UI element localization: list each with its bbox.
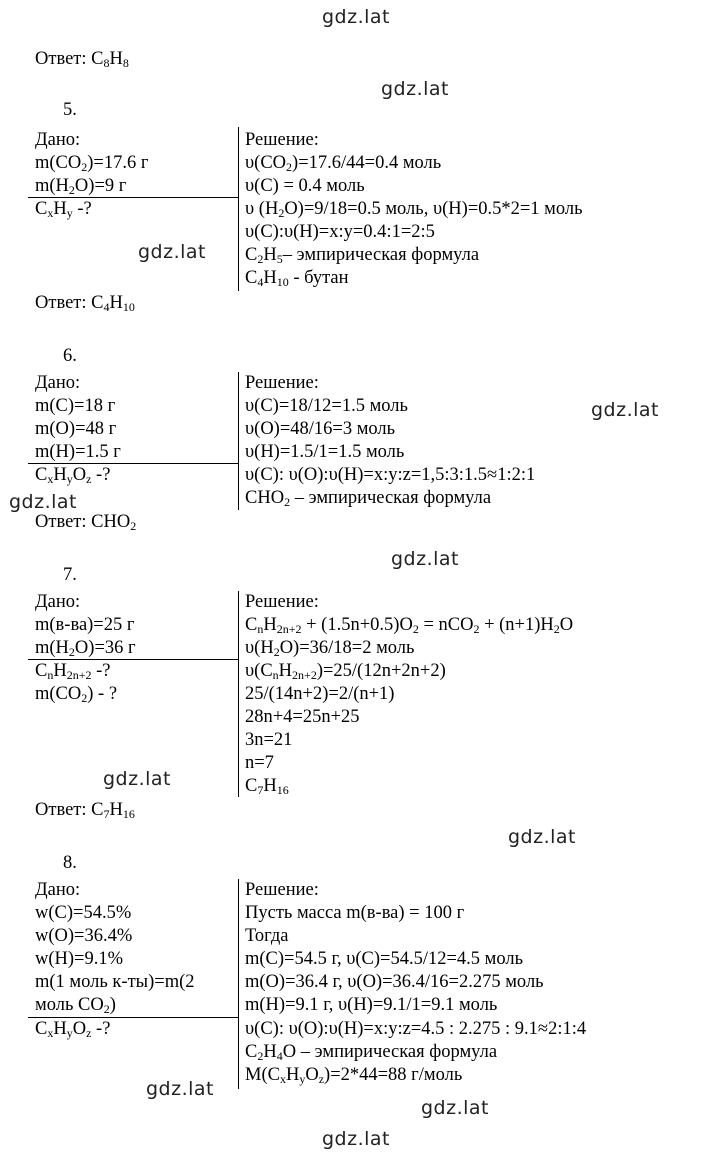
- problem-6-given: Дано:: [35, 373, 81, 393]
- problem-7-given: $m(H_2O)=36$ г: [35, 638, 136, 659]
- problem-5-solution-line: $C_2H_5-$ эмпирическая формула: [245, 245, 480, 266]
- problem-6-solution-line: υ(C): υ(O):υ(H)=x:y:z=1,5:3:1.5≈1:2:1: [245, 465, 536, 485]
- watermark: gdz.lat: [9, 491, 78, 513]
- problem-8-solution-line: m(C)=54.5 г, υ(C)=54.5/12=4.5 моль: [245, 949, 524, 969]
- problem-5-divider: [238, 127, 239, 291]
- problem-6-given: m(H)=1.5 г: [35, 442, 121, 462]
- problem-8-solution-line: $M(C_xH_yO_z)=2*44=88$ г/моль: [245, 1065, 463, 1086]
- problem-5-given: Дано:: [35, 130, 81, 150]
- watermark: gdz.lat: [421, 1097, 490, 1119]
- problem-7-solution-line: 25/(14n+2)=2/(n+1): [245, 684, 395, 704]
- problem-7-find: $m(CO_2)$ - ?: [35, 684, 118, 705]
- problem-5-given: $m(CO_2)=17.6$ г: [35, 153, 149, 174]
- problem-7-solution-line: $\upsilon(H_2O)=36/18=2$ моль: [245, 638, 415, 659]
- watermark: gdz.lat: [146, 1078, 215, 1100]
- problem-8-solution-line: m(H)=9.1 г, υ(H)=9.1/1=9.1 моль: [245, 995, 498, 1015]
- problem-7-given: Дано:: [35, 592, 81, 612]
- problem-6-find: $C_xH_yO_z$ -?: [35, 465, 111, 486]
- problem-7-solution-line: n=7: [245, 753, 274, 773]
- problem-6-given: m(O)=48 г: [35, 419, 117, 439]
- problem-8-solution-line: υ(C): υ(O):υ(H)=x:y:z=4.5 : 2.275 : 9.1≈2:1:4: [245, 1019, 587, 1039]
- problem-7-solution-line: $\upsilon(C_nH_{2n+2})=25/(12n+2n+2)$: [245, 661, 446, 682]
- problem-6-divider: [238, 372, 239, 510]
- problem-7-divider: [238, 591, 239, 797]
- watermark: gdz.lat: [508, 826, 577, 848]
- problem-8-given: w(H)=9.1%: [35, 949, 124, 969]
- problem-7-solution-line: 28n+4=25n+25: [245, 707, 360, 727]
- watermark: gdz.lat: [381, 78, 450, 100]
- problem-6-solution-line: Решение:: [245, 373, 319, 393]
- watermark: gdz.lat: [138, 241, 207, 263]
- problem-7-number: 7.: [63, 565, 77, 585]
- watermark: gdz.lat: [591, 399, 660, 421]
- problem-5-solution-line: υ(C):υ(H)=x:y=0.4:1=2:5: [245, 222, 435, 242]
- problem-5-solution-line: $\upsilon(CO_2)=17.6/44=0.4$ моль: [245, 153, 442, 174]
- problem-7-solution-line: $C_nH_{2n+2} + (1.5n+0.5)O_2 = nCO_2 + (n+1)H_2O$: [245, 615, 574, 636]
- problem-8-given: m(1 моль к-ты)=m(2: [35, 972, 195, 992]
- problem-7-solution-line: 3n=21: [245, 730, 293, 750]
- problem-7-given: m(в-ва)=25 г: [35, 615, 135, 635]
- problem-8-number: 8.: [63, 853, 77, 873]
- problem-5-solution-line: Решение:: [245, 130, 319, 150]
- problem-6-answer: Ответ: $CHO_2$: [35, 512, 137, 533]
- problem-5-find: $C_xH_y$ -?: [35, 199, 92, 220]
- problem-6-solution-line: $CHO_2$ – эмпирическая формула: [245, 488, 492, 509]
- watermark: gdz.lat: [322, 1128, 391, 1150]
- problem-5-solution-line: υ(C) = 0.4 моль: [245, 176, 365, 196]
- problem-8-solution-line: m(O)=36.4 г, υ(O)=36.4/16=2.275 моль: [245, 972, 544, 992]
- problem-6-given: m(C)=18 г: [35, 396, 116, 416]
- problem-7-answer: Ответ: $C_7H_{16}$: [35, 800, 135, 821]
- watermark: gdz.lat: [103, 768, 172, 790]
- problem-8-divider: [238, 879, 239, 1089]
- problem-5-number: 5.: [63, 100, 77, 120]
- problem-8-given: Дано:: [35, 880, 81, 900]
- problem-5-solution-line: υ $(H_2O)=9/18=0.5$ моль, υ(H)=0.5*2=1 моль: [245, 199, 583, 220]
- problem-8-solution-line: Решение:: [245, 880, 319, 900]
- watermark: gdz.lat: [322, 6, 391, 28]
- problem-6-solution-line: υ(C)=18/12=1.5 моль: [245, 396, 408, 416]
- problem-7-solution-line: $C_7H_{16}$: [245, 776, 289, 797]
- problem-8-given: моль $CO_2$): [35, 995, 116, 1016]
- problem-8-given: w(O)=36.4%: [35, 926, 133, 946]
- problem-8-given: w(C)=54.5%: [35, 903, 132, 923]
- problem-8-solution-line: Тогда: [245, 926, 289, 946]
- problem-6-number: 6.: [63, 346, 77, 366]
- problem-7-solution-line: Решение:: [245, 592, 319, 612]
- problem-8-find: $C_xH_yO_z$ -?: [35, 1019, 111, 1040]
- problem-8-solution-line: $C_2H_4O$ – эмпирическая формула: [245, 1042, 498, 1063]
- watermark: gdz.lat: [391, 548, 460, 570]
- problem-7-find: $C_nH_{2n+2}$ -?: [35, 661, 111, 682]
- answer-previous: Ответ: $C_8H_8$: [35, 49, 129, 70]
- problem-5-given: $m(H_2O)=9$ г: [35, 176, 127, 197]
- problem-8-solution-line: Пусть масса m(в-ва) = 100 г: [245, 903, 465, 923]
- problem-6-solution-line: υ(H)=1.5/1=1.5 моль: [245, 442, 405, 462]
- problem-5-answer: Ответ: $C_4H_{10}$: [35, 293, 135, 314]
- problem-5-solution-line: $C_4H_{10}$ - бутан: [245, 268, 349, 289]
- problem-6-solution-line: υ(O)=48/16=3 моль: [245, 419, 396, 439]
